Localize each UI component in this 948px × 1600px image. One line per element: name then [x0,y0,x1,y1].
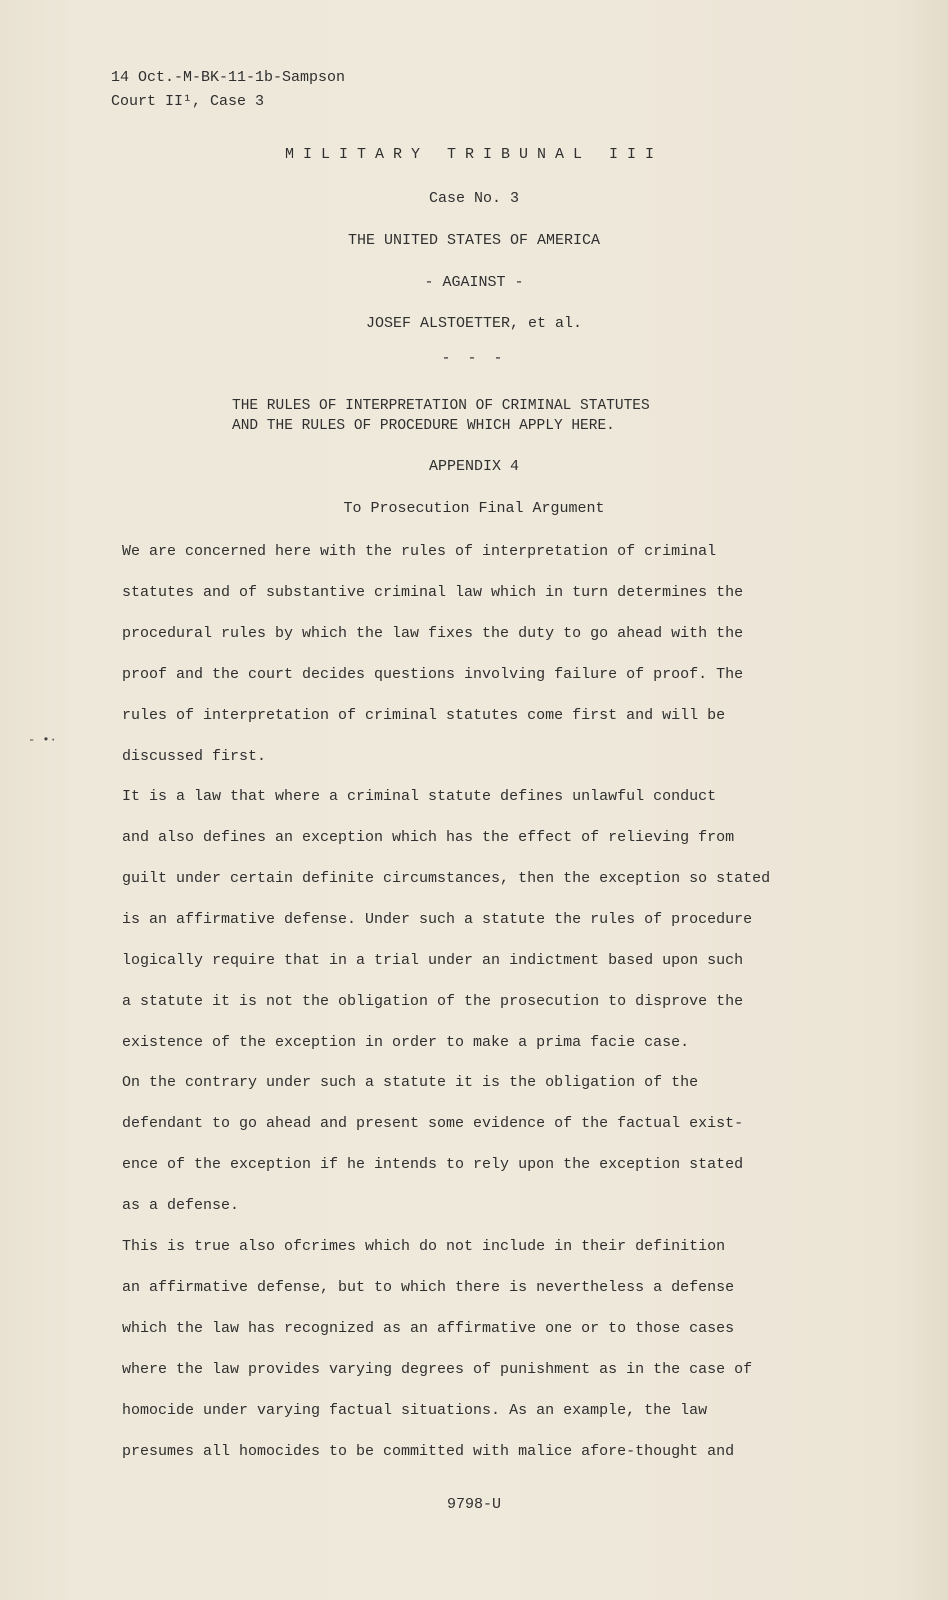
text-line: We are concerned here with the rules of interpretation of criminal [122,543,717,560]
text-line: proof and the court decides questions involving failure of proof. The [122,666,744,683]
text-line: as a defense. [122,1197,240,1214]
text-line: an affirmative defense, but to which there is nevertheless a defense [122,1279,735,1296]
text-line: procedural rules by which the law fixes the duty to go ahead with the [122,625,744,642]
margin-mark-icon: - •· [28,733,57,747]
text-line: is an affirmative defense. Under such a statute the rules of procedure [122,911,753,928]
text-line: which the law has recognized as an affirmative one or to those cases [122,1320,735,1337]
text-line: discussed first. [122,748,267,765]
plaintiff-name: THE UNITED STATES OF AMERICA [347,232,601,249]
text-line: where the law provides varying degrees of punishment as in the case of [122,1361,753,1378]
text-line: statutes and of substantive criminal law which in turn determines the [122,584,744,601]
text-line: logically require that in a trial under an indictment based upon such [122,952,744,969]
paragraph-1 [122,531,743,777]
paragraph-4 [122,1226,752,1472]
document-subtitle: To Prosecution Final Argument [343,500,605,517]
page-number: 9798-U [446,1496,501,1513]
text-line: ence of the exception if he intends to rely upon the exception stated [122,1156,744,1173]
case-number: Case No. 3 [428,190,519,207]
text-line: existence of the exception in order to make a prima facie case. [122,1034,690,1051]
text-line: guilt under certain definite circumstances, then the exception so stated [122,870,771,887]
paragraph-3 [122,1062,743,1226]
text-line: presumes all homocides to be committed with malice afore-thought and [122,1443,735,1460]
text-line: homocide under varying factual situations. As an example, the law [122,1402,708,1419]
defendants-name: JOSEF ALSTOETTER, et al. [365,315,583,332]
document-title-line1: THE RULES OF INTERPRETATION OF CRIMINAL STATUTES [232,398,650,414]
section-divider: - - - [441,350,507,367]
text-line: It is a law that where a criminal statute defines unlawful conduct [122,788,717,805]
document-title [232,396,650,436]
paragraph-2 [122,776,770,1063]
case-reference [111,66,345,114]
text-line: a statute it is not the obligation of the prosecution to disprove the [122,993,744,1010]
document-title-line2: AND THE RULES OF PROCEDURE WHICH APPLY HERE. [232,418,615,434]
text-line: rules of interpretation of criminal statutes come first and will be [122,707,726,724]
tribunal-heading: MILITARY TRIBUNAL III [284,146,664,163]
text-line: On the contrary under such a statute it is the obligation of the [122,1074,699,1091]
against-label: - AGAINST - [424,274,524,291]
appendix-label: APPENDIX 4 [428,458,519,475]
text-line: defendant to go ahead and present some evidence of the factual exist- [122,1115,744,1132]
text-line: and also defines an exception which has the effect of relieving from [122,829,735,846]
case-reference-line1: 14 Oct.-M-BK-11-1b-Sampson [111,69,346,86]
case-reference-line2: Court II¹, Case 3 [111,93,265,110]
text-line: This is true also ofcrimes which do not include in their definition [122,1238,726,1255]
